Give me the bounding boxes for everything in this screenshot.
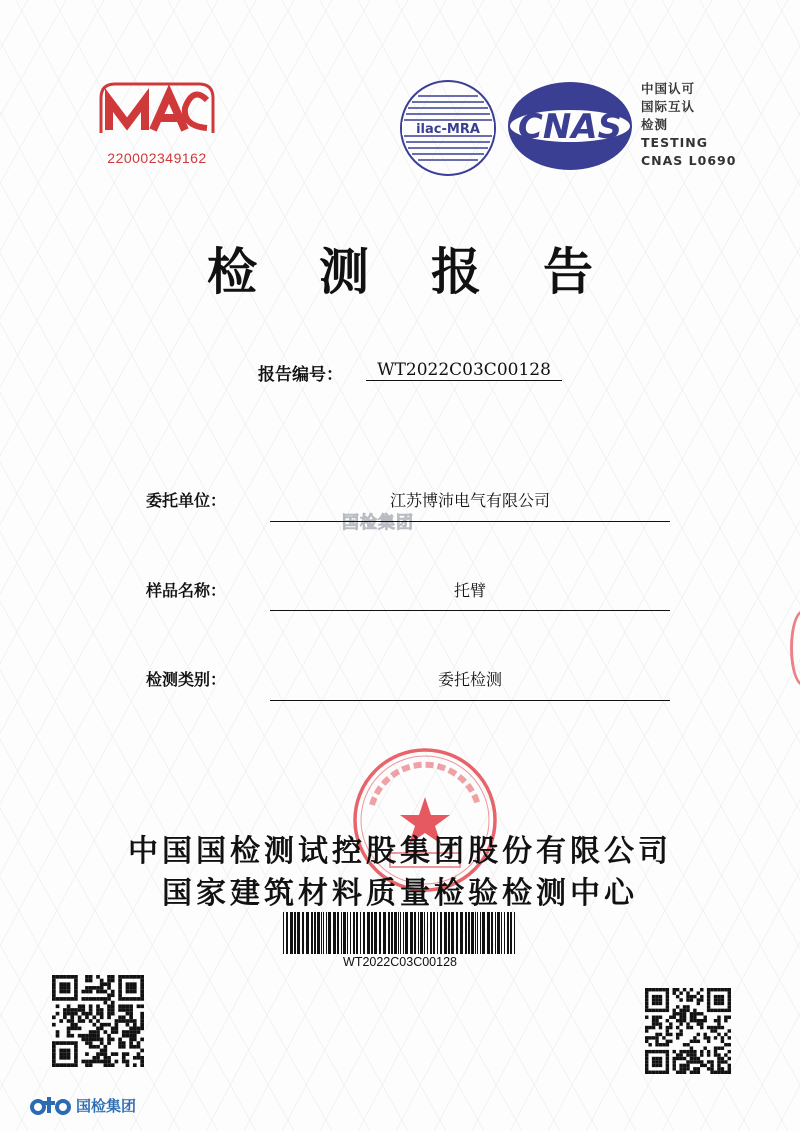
document-title: 检测报告: [207, 242, 655, 301]
cnas-line: 国际互认: [641, 99, 696, 114]
qr-code-left: [52, 975, 144, 1067]
test-type-label: 检测类别：: [146, 670, 227, 689]
cnas-line: 中国认可: [641, 81, 696, 96]
client-label: 委托单位：: [146, 491, 227, 510]
barcode: [283, 912, 517, 954]
cnas-accreditation-text: [641, 80, 736, 170]
cma-certificate-number: 220002349162: [107, 150, 207, 166]
barcode-number: WT2022C03C00128: [343, 955, 457, 969]
test-type-underline: [270, 700, 670, 701]
client-underline: [270, 521, 670, 522]
footer-brand-name: 国检集团: [76, 1097, 137, 1115]
sample-name-label: 样品名称：: [146, 581, 227, 600]
report-number-label: 报告编号：: [258, 365, 343, 385]
cnas-logo: [505, 80, 635, 172]
sample-name-underline: [270, 610, 670, 611]
watermark-text: 国检集团: [342, 513, 414, 533]
ilac-logo-text: ilac-MRA: [416, 122, 480, 137]
cnas-logo-text: CNAS: [517, 107, 623, 147]
test-type-value: 委托检测: [437, 670, 502, 689]
sample-name-value: 托臂: [453, 581, 486, 600]
ctc-logo-icon: [30, 1093, 72, 1115]
cnas-line: 检测: [641, 117, 669, 132]
organization-center-name: 国家建筑材料质量检验检测中心: [162, 876, 638, 911]
ilac-mra-logo: [398, 78, 498, 178]
client-value: 江苏博沛电气有限公司: [389, 491, 550, 510]
cnas-line: CNAS L0690: [641, 153, 737, 168]
cma-logo: [95, 78, 219, 148]
qr-code-right: [645, 988, 731, 1074]
cnas-line: TESTING: [641, 135, 708, 150]
organization-name: 中国国检测试控股集团股份有限公司: [128, 834, 672, 869]
report-number-value: WT2022C03C00128: [366, 360, 562, 381]
